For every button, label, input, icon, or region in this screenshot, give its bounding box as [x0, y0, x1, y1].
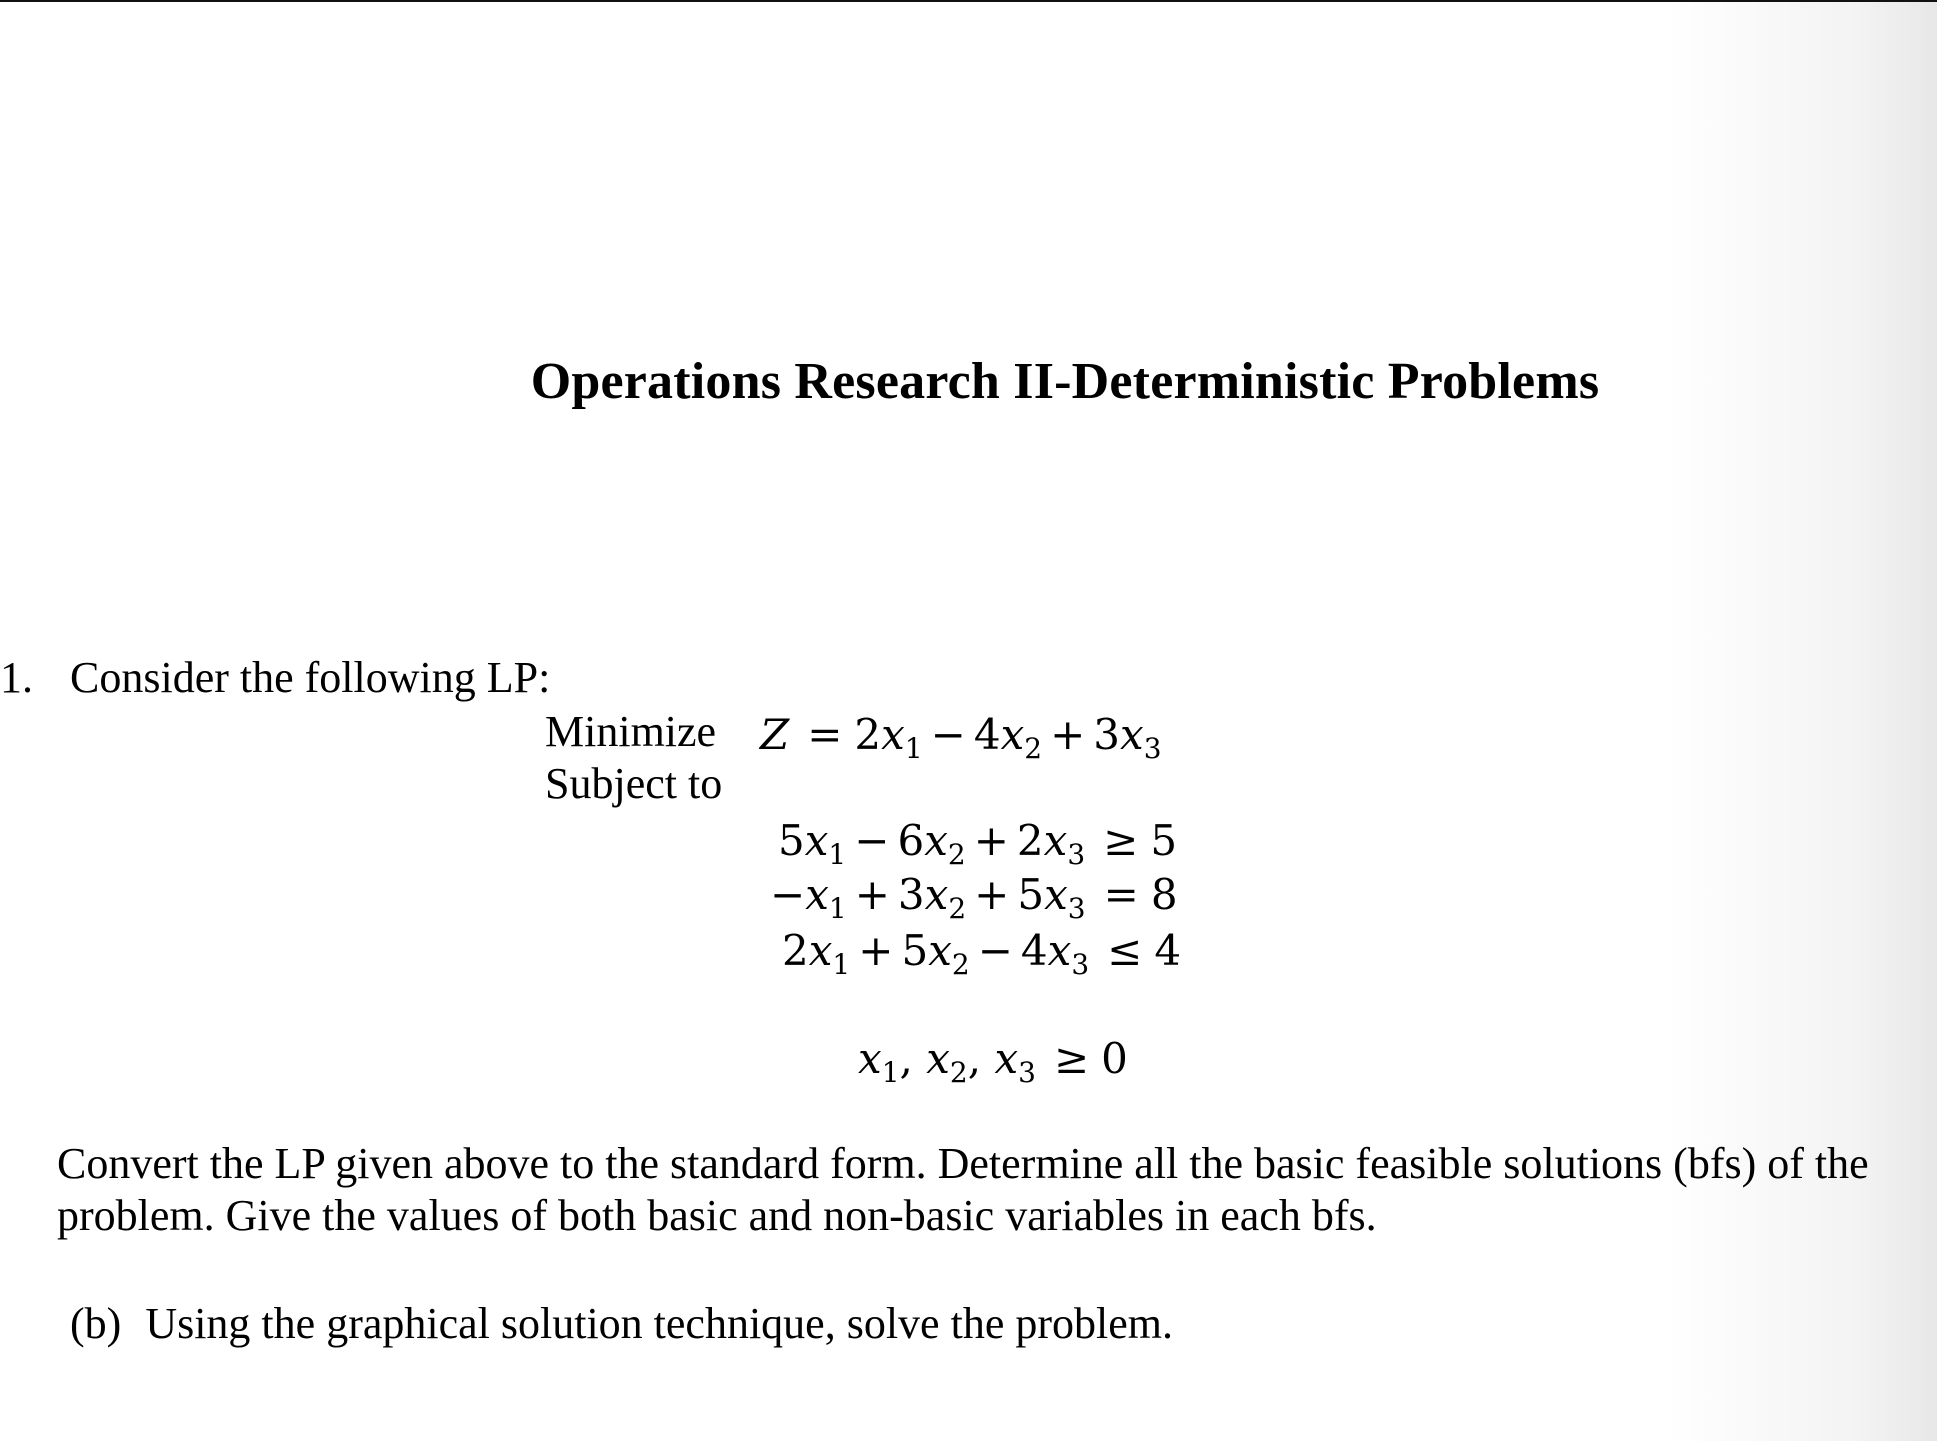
nonneg-sub: 2 [949, 1056, 968, 1089]
term-sub: 1 [904, 732, 923, 765]
term-var: x [928, 926, 952, 975]
question-intro: Consider the following LP: [70, 653, 551, 702]
term-sub: 2 [1024, 732, 1043, 765]
constraint-rhs: 5 [1150, 816, 1178, 865]
constraint-3 [782, 926, 1182, 981]
part-b-label: (b) [70, 1299, 122, 1348]
term-var: x [924, 816, 948, 865]
term-sub: 3 [1067, 838, 1086, 871]
term-sub: 3 [1071, 948, 1090, 981]
term-var: x [1000, 710, 1025, 759]
constraint-2 [770, 870, 1178, 925]
term-op: + [973, 816, 1009, 865]
term-coef: 4 [973, 710, 1001, 759]
nonneg-sub: 3 [1018, 1056, 1036, 1089]
nonneg-relation: ≥ [1053, 1034, 1090, 1083]
constraint-relation: ≤ [1107, 926, 1143, 975]
page-title: Operations Research II-Deterministic Problems [530, 353, 1600, 410]
term-var: x [805, 870, 829, 919]
constraint-relation: ≥ [1103, 816, 1139, 865]
objective-variable: Z [760, 710, 790, 759]
term-sub: 1 [828, 892, 847, 925]
term-coef: 5 [1017, 870, 1045, 919]
constraint-rhs: 4 [1154, 926, 1182, 975]
nonneg-var: x [994, 1034, 1019, 1083]
term-coef: 3 [1093, 710, 1121, 759]
term-op: − [977, 926, 1013, 975]
term-coef: 2 [1016, 816, 1044, 865]
top-rule [0, 0, 1937, 2]
term-op: + [854, 870, 890, 919]
term-sub: 2 [947, 838, 966, 871]
term-op: + [1050, 710, 1086, 759]
term-op: − [854, 816, 890, 865]
term-op: − [930, 710, 966, 759]
term-sub: 1 [828, 838, 847, 871]
objective-function [760, 710, 1162, 765]
term-coef: 5 [901, 926, 929, 975]
term-coef: 4 [1020, 926, 1048, 975]
term-var: x [804, 816, 829, 865]
nonneg-var: x [858, 1034, 882, 1083]
nonneg-sub: 1 [881, 1056, 900, 1089]
constraint-1 [778, 816, 1178, 871]
term-var: x [1120, 710, 1144, 759]
constraint-rhs: 8 [1150, 870, 1178, 919]
term-coef: 2 [854, 710, 882, 759]
term-coef: − [770, 870, 806, 919]
term-coef: 5 [778, 816, 805, 865]
part-b [70, 1298, 1173, 1349]
term-sub: 2 [948, 892, 967, 925]
nonnegativity-constraint: $x_1$, $x_2$, $x_3 \ge 0$ [858, 1034, 1128, 1089]
term-var: x [808, 926, 833, 975]
term-var: x [1044, 870, 1068, 919]
constraint-relation: = [1103, 870, 1139, 919]
subject-to-label: Subject to [545, 759, 723, 808]
term-var: x [924, 870, 949, 919]
objective-label: Minimize [545, 707, 717, 756]
term-sub: 2 [951, 948, 970, 981]
term-var: x [1043, 816, 1068, 865]
term-coef: 2 [782, 926, 809, 975]
term-coef: 3 [897, 870, 925, 919]
question-number: 1. [0, 653, 33, 702]
part-a-instructions: Convert the LP given above to the standard form. Determine all the basic feasible solutions (bfs) of the problem. Give the values of both basic and non-basic variables in each bfs. [57, 1139, 1869, 1240]
term-var: x [881, 710, 905, 759]
part-b-text: Using the graphical solution technique, solve the problem. [145, 1299, 1173, 1348]
term-coef: 6 [897, 816, 925, 865]
objective-relation: = [807, 710, 843, 759]
nonneg-var: x [926, 1034, 950, 1083]
term-sub: 3 [1067, 892, 1086, 925]
term-sub: 3 [1143, 732, 1162, 765]
term-op: + [858, 926, 894, 975]
term-op: + [974, 870, 1010, 919]
term-sub: 1 [832, 948, 851, 981]
nonneg-rhs: 0 [1101, 1034, 1128, 1083]
term-var: x [1047, 926, 1072, 975]
